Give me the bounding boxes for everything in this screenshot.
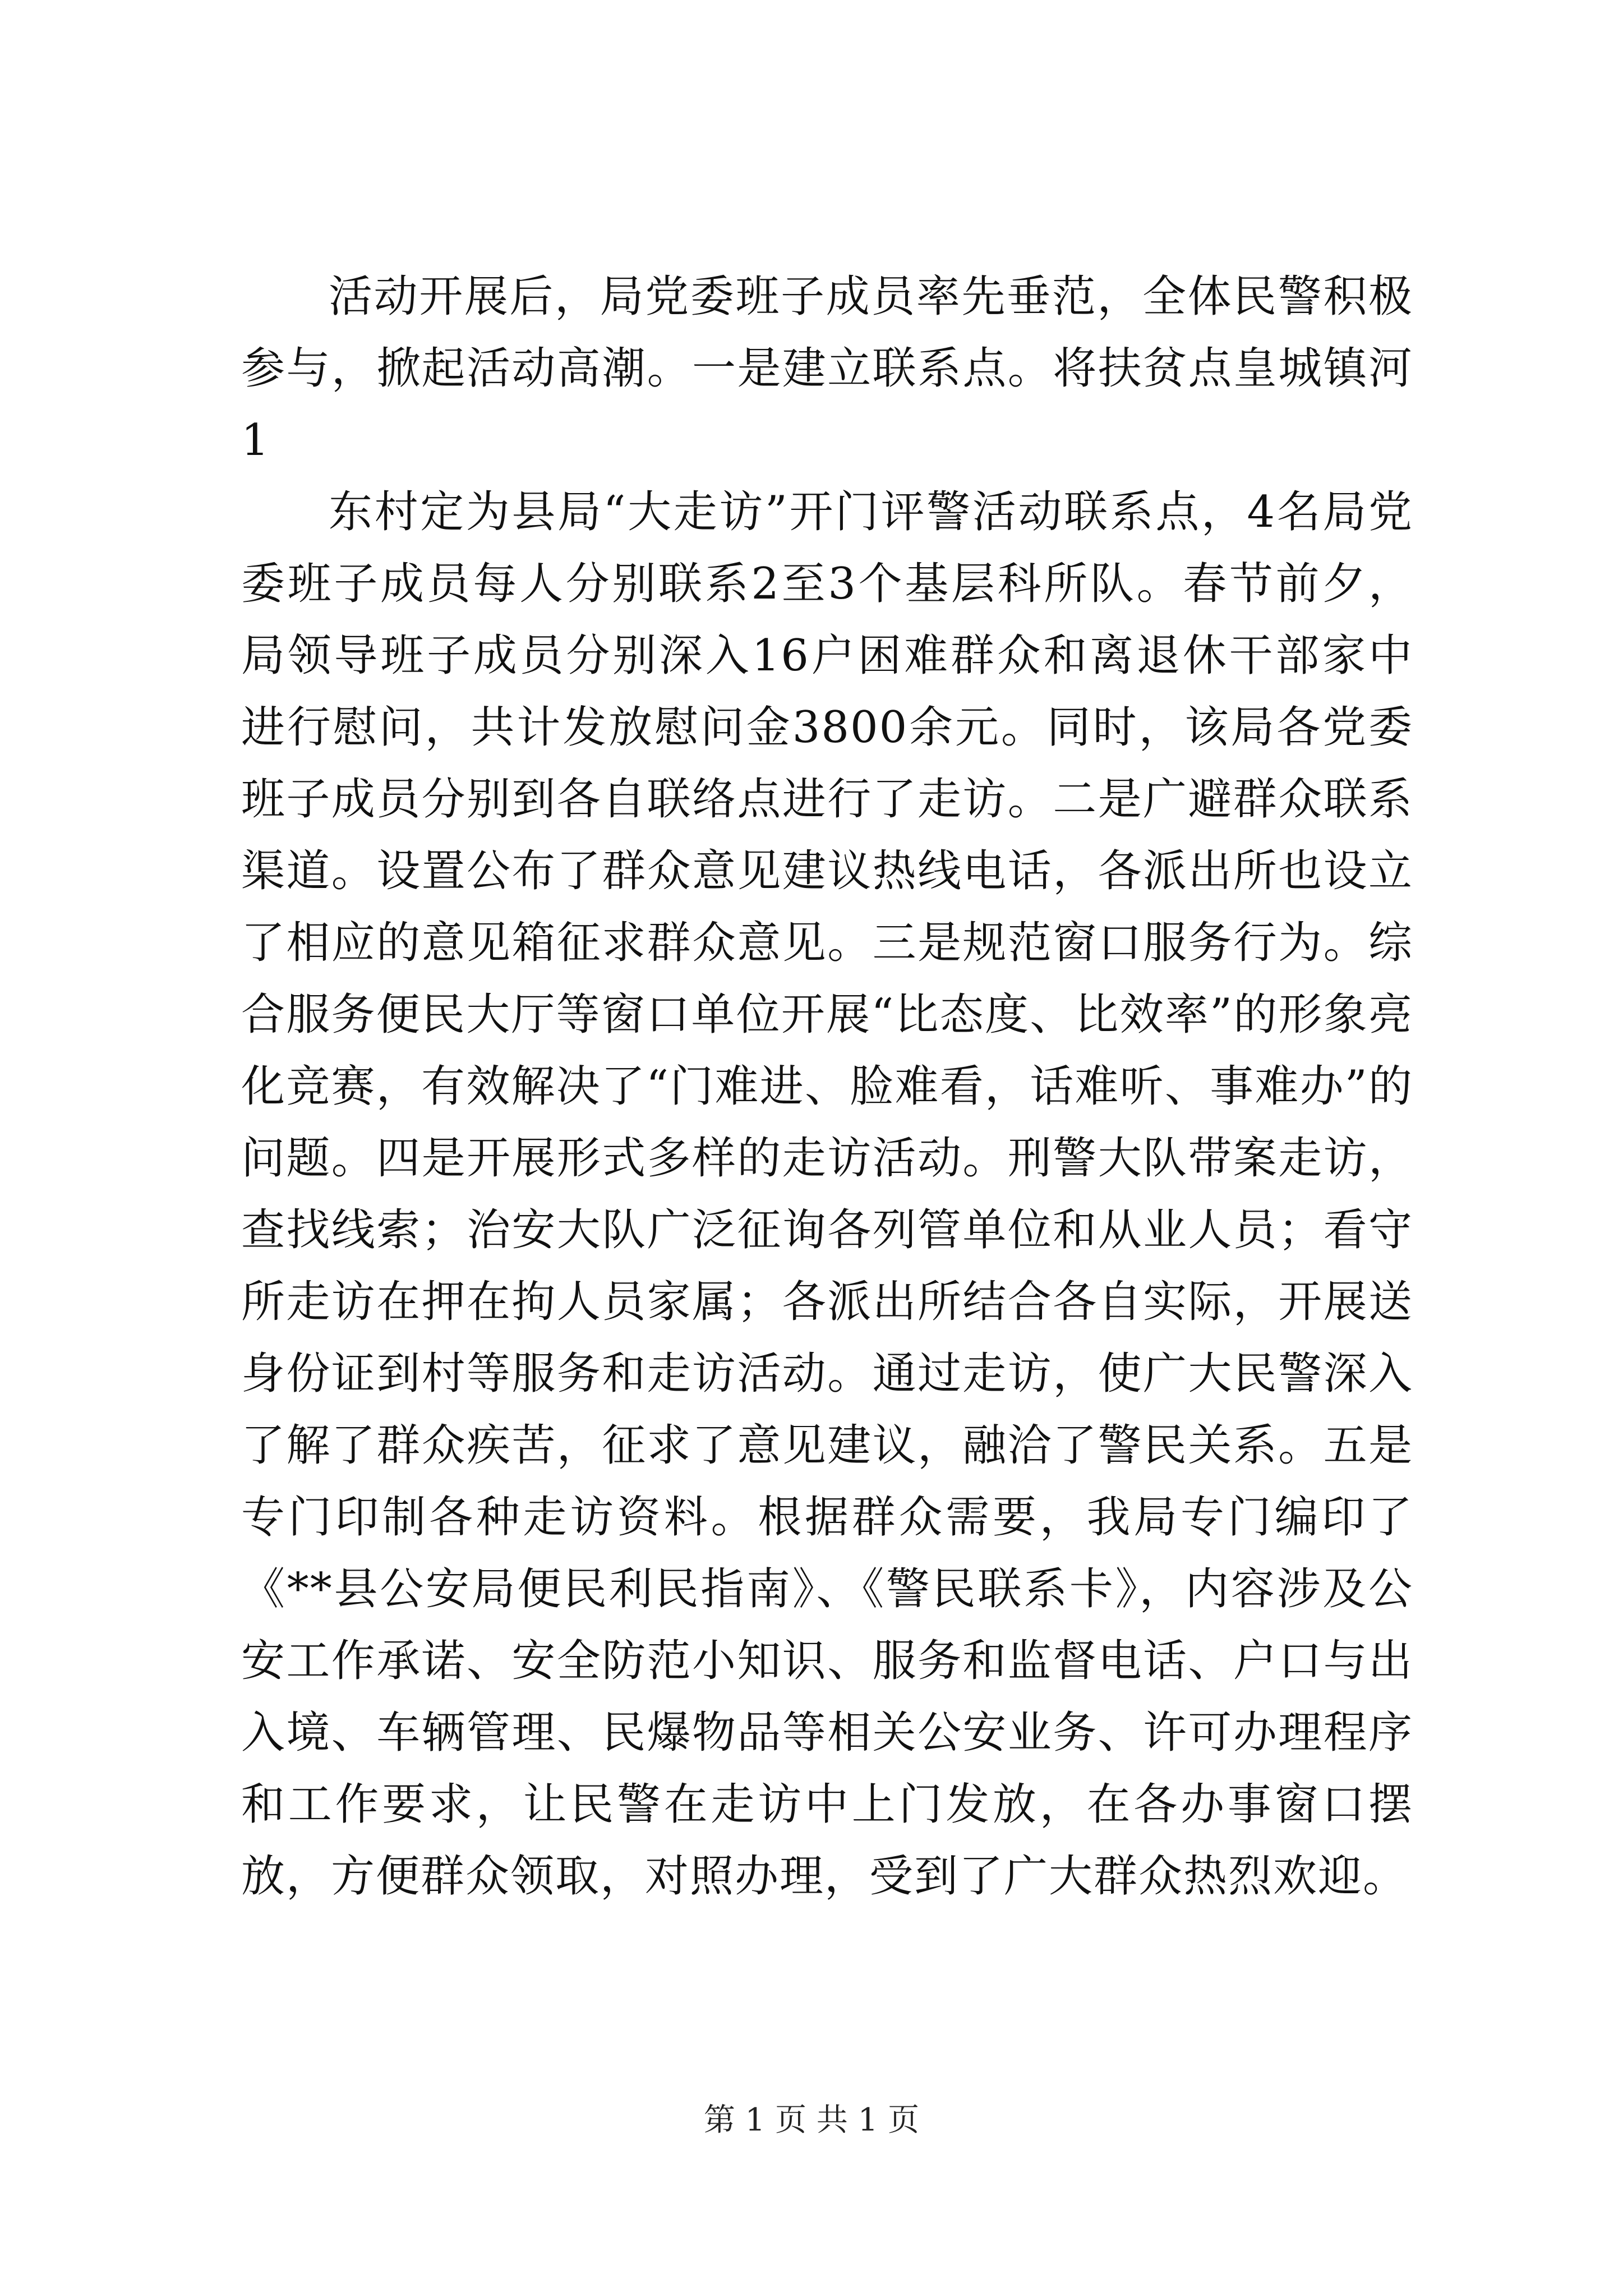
paragraph-2: 东村定为县局“大走访”开门评警活动联系点，4名局党委班子成员每人分别联系2至3个基层科所队。春节前夕，局领导班子成员分别深入16户困难群众和离退休干部家中进行慰问，共计发放慰问金3800余元。同时，该局各党委班子成员分别到各自联络点进行了走访。二是广避群众联系渠道。设置公布了群众意见建议热线电话，各派出所也设立了相应的意见箱征求群众意见。三是规范窗口服务行为。综合服务便民大厅等窗口单位开展“比态度、比效率”的形象亮化竞赛，有效解决了“门难进、脸难看，话难听、事难办”的问题。四是开展形式多样的走访活动。刑警大队带案走访，查找线索；治安大队广泛征询各列管单位和从业人员；看守所走访在押在拘人员家属；各派出所结合各自实际，开展送身份证到村等服务和走访活动。通过走访，使广大民警深入了解了群众疾苦，征求了意见建议，融洽了警民关系。五是专门印制各种走访资料。根据群众需要，我局专门编印了《**县公安局便民利民指南》、《警民联系卡》，内容涉及公安工作承诺、安全防范小知识、服务和监督电话、户口与出入境、车辆管理、民爆物品等相关公安业务、许可办理程序和工作要求，让民警在走访中上门发放，在各办事窗口摆放，方便群众领取，对照办理，受到了广大群众热烈欢迎。 bbox=[241, 487, 1413, 1902]
page-footer: 第 1 页 共 1 页 bbox=[703, 2102, 920, 2138]
document-body bbox=[241, 261, 1413, 1912]
paragraph-1: 活动开展后，局党委班子成员率先垂范，全体民警积极参与，掀起活动高潮。一是建立联系点。将扶贫点皇城镇河1 bbox=[241, 272, 1413, 466]
